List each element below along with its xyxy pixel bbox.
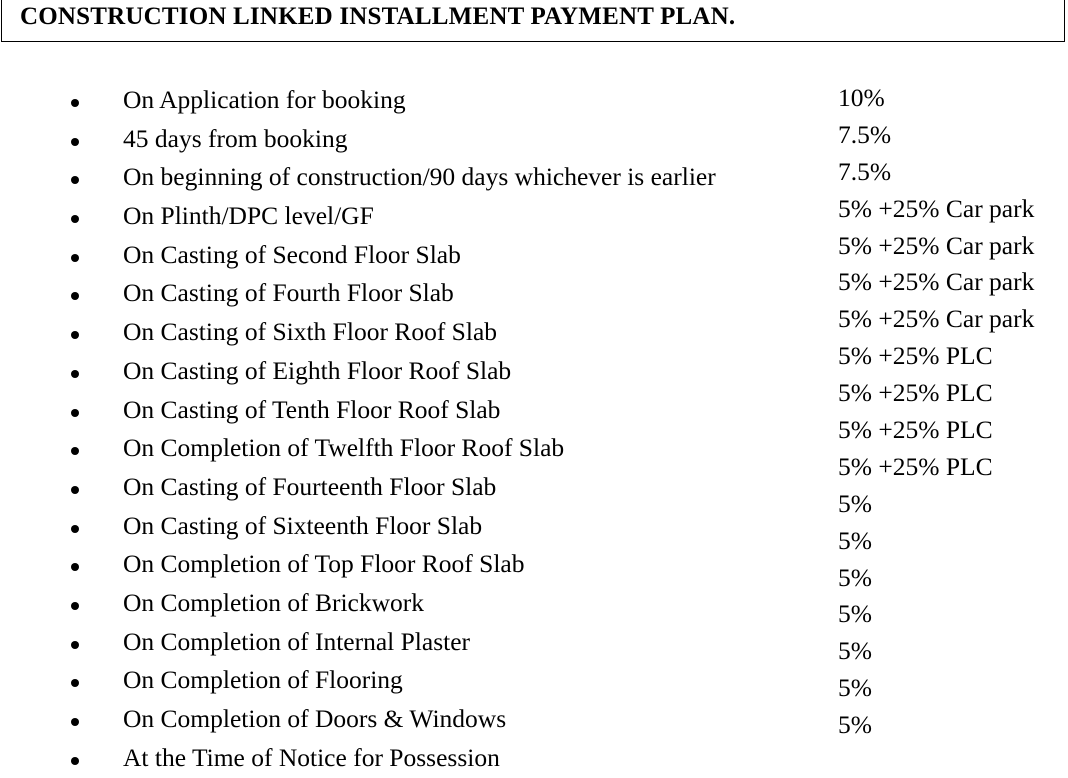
bullet-icon bbox=[71, 254, 79, 262]
stage-item bbox=[0, 237, 800, 276]
stage-item bbox=[0, 121, 800, 160]
bullet-icon bbox=[71, 525, 79, 533]
amount-value: 5% bbox=[838, 488, 872, 518]
amount-value: 5% +25% PLC bbox=[838, 341, 993, 371]
bullet-icon bbox=[71, 370, 79, 378]
payment-stage-list bbox=[0, 82, 800, 778]
stage-label: On beginning of construction/90 days whichever is earlier bbox=[123, 162, 716, 192]
bullet-icon bbox=[71, 563, 79, 571]
amount-value: 5% +25% Car park bbox=[838, 304, 1035, 334]
stage-label: On Completion of Internal Plaster bbox=[123, 626, 471, 656]
stage-label: On Casting of Fourteenth Floor Slab bbox=[123, 471, 497, 501]
amount-value: 5% bbox=[838, 562, 872, 592]
bullet-icon bbox=[71, 292, 79, 300]
stage-item bbox=[0, 469, 800, 508]
stage-label: On Casting of Eighth Floor Roof Slab bbox=[123, 355, 512, 385]
amount-value: 5% +25% Car park bbox=[838, 230, 1035, 260]
stage-label: On Application for booking bbox=[123, 85, 406, 114]
amount-value: 5% +25% Car park bbox=[838, 193, 1035, 223]
amount-value: 5% bbox=[838, 636, 872, 666]
bullet-icon bbox=[71, 718, 79, 726]
bullet-icon bbox=[71, 486, 79, 494]
stage-item bbox=[0, 314, 800, 353]
bullet-icon bbox=[71, 215, 79, 223]
stage-label: At the Time of Notice for Possession bbox=[123, 742, 500, 772]
stage-item bbox=[0, 508, 800, 547]
amount-value: 5% +25% PLC bbox=[838, 378, 993, 408]
title-box bbox=[1, 0, 1065, 42]
stage-item bbox=[0, 740, 800, 778]
bullet-icon bbox=[71, 447, 79, 455]
bullet-icon bbox=[71, 641, 79, 649]
bullet-icon bbox=[71, 409, 79, 417]
bullet-icon bbox=[71, 679, 79, 687]
amount-value: 5% bbox=[838, 599, 872, 629]
stage-item bbox=[0, 662, 800, 701]
amount-value: 5% bbox=[838, 673, 872, 703]
bullet-icon bbox=[71, 176, 79, 184]
amount-value: 5% +25% PLC bbox=[838, 451, 993, 481]
stage-item bbox=[0, 624, 800, 663]
bullet-icon bbox=[71, 757, 79, 765]
stage-label: On Completion of Doors & Windows bbox=[123, 704, 507, 733]
stage-label: On Completion of Twelfth Floor Roof Slab bbox=[123, 433, 565, 463]
bullet-icon bbox=[71, 331, 79, 339]
amount-value: 7.5% bbox=[838, 119, 892, 149]
stage-label: 45 days from booking bbox=[123, 123, 348, 153]
amount-value: 5% bbox=[838, 710, 872, 740]
stage-label: On Completion of Top Floor Roof Slab bbox=[123, 549, 525, 579]
amount-value: 5% bbox=[838, 525, 872, 555]
stage-item bbox=[0, 585, 800, 624]
stage-item bbox=[0, 353, 800, 392]
bullet-icon bbox=[71, 99, 79, 107]
stage-label: On Casting of Fourth Floor Slab bbox=[123, 278, 454, 308]
stage-item bbox=[0, 392, 800, 431]
stage-label: On Casting of Tenth Floor Roof Slab bbox=[123, 394, 501, 424]
stage-label: On Completion of Brickwork bbox=[123, 587, 425, 617]
payment-amount-list bbox=[838, 82, 1034, 746]
stage-item bbox=[0, 82, 800, 121]
amount-value: 7.5% bbox=[838, 156, 892, 186]
amount-value: 10% bbox=[838, 83, 885, 112]
stage-item bbox=[0, 275, 800, 314]
stage-item bbox=[0, 701, 800, 740]
stage-label: On Casting of Sixteenth Floor Slab bbox=[123, 510, 483, 540]
page-title: CONSTRUCTION LINKED INSTALLMENT PAYMENT PLAN. bbox=[20, 3, 736, 30]
amount-value: 5% +25% PLC bbox=[838, 415, 993, 445]
stage-item bbox=[0, 159, 800, 198]
stage-item bbox=[0, 546, 800, 585]
stage-item bbox=[0, 430, 800, 469]
stage-label: On Completion of Flooring bbox=[123, 665, 403, 695]
bullet-icon bbox=[71, 602, 79, 610]
stage-label: On Casting of Sixth Floor Roof Slab bbox=[123, 317, 498, 347]
bullet-icon bbox=[71, 138, 79, 146]
stage-label: On Plinth/DPC level/GF bbox=[123, 201, 374, 231]
stage-item bbox=[0, 198, 800, 237]
amount-value: 5% +25% Car park bbox=[838, 267, 1035, 297]
stage-label: On Casting of Second Floor Slab bbox=[123, 239, 461, 269]
